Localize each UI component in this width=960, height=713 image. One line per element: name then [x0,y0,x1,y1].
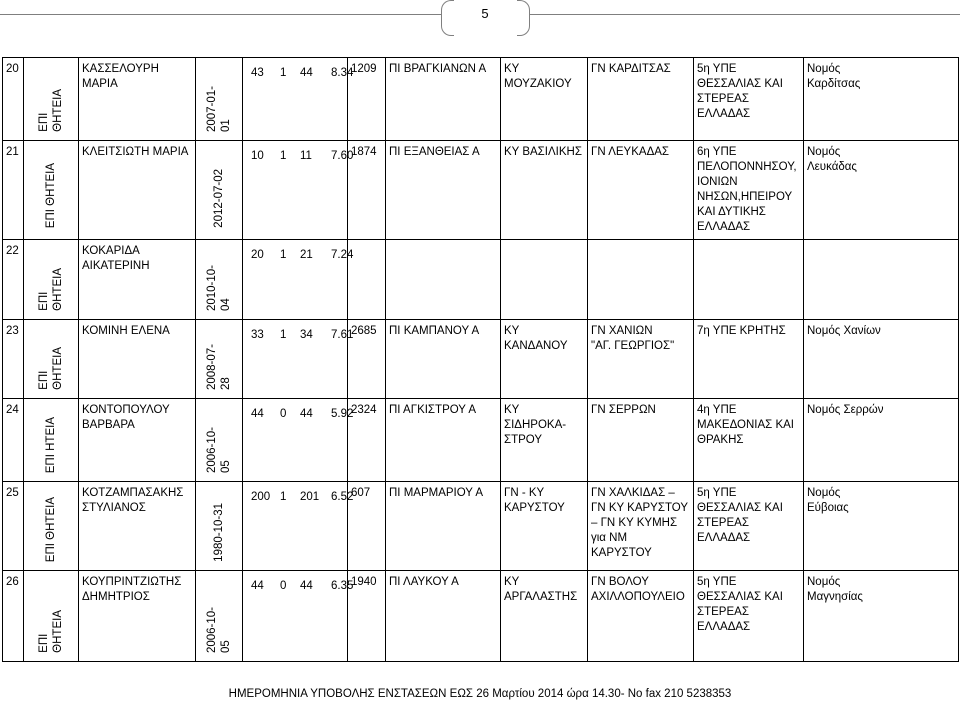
hospital: ΓΝ ΧΑΛΚΙΔΑΣ – ΓΝ ΚΥ ΚΑΡΥΣΤΟΥ – ΓΝ ΚΥ ΚΥΜΗΣ για ΝΜ ΚΑΡΥΣΤΟΥ [588,482,694,571]
score-grade: 8.34 [331,67,354,79]
table-row [3,320,959,399]
service-status: ΕΠΙ ΘΗΤΕΙΑ [38,610,64,653]
health-region: 5η ΥΠΕ ΘΕΣΣΑΛΙΑΣ ΚΑΙ ΣΤΕΡΕΑΣ ΕΛΛΑΔΑΣ [694,482,804,571]
score-years: 43 [251,67,264,79]
candidate-name: ΚΛΕΙΤΣΙΩΤΗ ΜΑΡΙΑ [79,141,196,240]
table-row [3,58,959,141]
school-name: ΠΙ ΚΑΜΠΑΝΟΥ Α [386,320,501,399]
service-status: ΕΠΙ ΘΗΤΕΙΑ [38,268,64,311]
candidate-name: ΚΟΝΤΟΠΟΥΛΟΥ ΒΑΡΒΑΡΑ [79,399,196,482]
table-row [3,399,959,482]
appointment-date-cell [196,482,243,571]
scores-cell [243,141,354,240]
score-grade: 7.60 [331,150,354,162]
appointment-date: 2007-01- 01 [206,85,232,132]
hospital: ΓΝ ΣΕΡΡΩΝ [588,399,694,482]
score-total: 44 [300,580,313,592]
row-number: 23 [3,320,24,399]
prefecture: Νομός Σερρών [804,399,959,482]
row-number: 22 [3,240,24,320]
hospital: ΓΝ ΛΕΥΚΑΔΑΣ [588,141,694,240]
score-grade: 6.35 [331,580,354,592]
health-center: ΚΥ ΜΟΥΖΑΚΙΟΥ [501,58,588,141]
school-name: ΠΙ ΑΓΚΙΣΤΡΟΥ Α [386,399,501,482]
score-total: 11 [300,150,312,162]
header-bracket-right [517,0,530,36]
candidates-table [2,57,959,662]
school-code: 2685 [348,320,386,399]
score-total: 44 [300,408,313,420]
header-rule-left [0,14,441,15]
scores-cell [243,320,354,399]
table-row [3,141,959,240]
service-status-cell [24,571,79,662]
health-region: 7η ΥΠΕ ΚΡΗΤΗΣ [694,320,804,399]
health-region: 5η ΥΠΕ ΘΕΣΣΑΛΙΑΣ ΚΑΙ ΣΤΕΡΕΑΣ ΕΛΛΑΔΑΣ [694,58,804,141]
service-status-cell [24,240,79,320]
appointment-date-cell [196,571,243,662]
prefecture: Νομός Λευκάδας [804,141,959,240]
school-code: 1940 [348,571,386,662]
health-center: ΚΥ ΚΑΝΔΑΝΟΥ [501,320,588,399]
hospital: ΓΝ ΧΑΝΙΩΝ "ΑΓ. ΓΕΩΡΓΙΟΣ" [588,320,694,399]
scores-cell [243,240,354,320]
score-extra: 0 [280,408,287,420]
score-extra: 0 [280,580,287,592]
row-number: 20 [3,58,24,141]
service-status: ΕΠΙ ΘΗΤΕΙΑ [38,89,64,132]
school-name [386,240,501,320]
header-rule-right [529,14,960,15]
service-status-cell [24,482,79,571]
appointment-date: 2006-10- 05 [206,426,232,473]
scores-cell [243,482,354,571]
score-years: 44 [251,408,264,420]
row-number: 24 [3,399,24,482]
hospital: ΓΝ ΚΑΡΔΙΤΣΑΣ [588,58,694,141]
score-grade: 7.24 [331,249,354,261]
score-total: 201 [300,491,320,503]
score-years: 200 [251,491,271,503]
score-years: 33 [251,329,264,341]
score-grade: 5.92 [331,408,354,420]
health-region: 4η ΥΠΕ ΜΑΚΕΔΟΝΙΑΣ ΚΑΙ ΘΡΑΚΗΣ [694,399,804,482]
prefecture: Νομός Καρδίτσας [804,58,959,141]
health-center: ΚΥ ΒΑΣΙΛΙΚΗΣ [501,141,588,240]
service-status: ΕΠΙ ΗΤΕΙΑ [45,416,57,473]
service-status: ΕΠΙ ΘΗΤΕΙΑ [38,347,64,390]
appointment-date: 2010-10- 04 [206,264,232,311]
score-grade: 7.61 [331,329,354,341]
score-extra: 1 [280,329,287,341]
school-code: 1209 [348,58,386,141]
service-status-cell [24,399,79,482]
school-code: 1874 [348,141,386,240]
prefecture: Νομός Μαγνησίας [804,571,959,662]
candidate-name: ΚΟΜΙΝΗ ΕΛΕΝΑ [79,320,196,399]
health-region: 6η ΥΠΕ ΠΕΛΟΠΟΝΝΗΣΟΥ, ΙΟΝΙΩΝ ΝΗΣΩΝ,ΗΠΕΙΡΟΥ ΚΑΙ ΔΥΤΙΚΗΣ ΕΛΛΑΔΑΣ [694,141,804,240]
health-region [694,240,804,320]
appointment-date: 1980-10-31 [213,503,225,562]
appointment-date-cell [196,399,243,482]
service-status-cell [24,320,79,399]
submission-deadline-note: ΗΜΕΡΟΜΗΝΙΑ ΥΠΟΒΟΛΗΣ ΕΝΣΤΑΣΕΩΝ ΕΩΣ 26 Μαρτίου 2014 ώρα 14.30- No fax 210 5238353 [228,688,732,700]
health-center [501,240,588,320]
health-region: 5η ΥΠΕ ΘΕΣΣΑΛΙΑΣ ΚΑΙ ΣΤΕΡΕΑΣ ΕΛΛΑΔΑΣ [694,571,804,662]
table-row [3,571,959,662]
school-name: ΠΙ ΕΞΑΝΘΕΙΑΣ Α [386,141,501,240]
scores-cell [243,571,354,662]
appointment-date-cell [196,240,243,320]
health-center: ΓΝ - ΚΥ ΚΑΡΥΣΤΟΥ [501,482,588,571]
score-total: 21 [300,249,313,261]
row-number: 26 [3,571,24,662]
score-extra: 1 [280,67,287,79]
score-total: 34 [300,329,313,341]
score-total: 44 [300,67,313,79]
scores-cell [243,58,354,141]
hospital [588,240,694,320]
scores-cell [243,399,354,482]
table-row [3,482,959,571]
school-name: ΠΙ ΜΑΡΜΑΡΙΟΥ Α [386,482,501,571]
appointment-date-cell [196,141,243,240]
service-status-cell [24,141,79,240]
appointment-date-cell [196,320,243,399]
appointment-date: 2012-07-02 [213,169,225,228]
candidate-name: ΚΟΥΠΡΙΝΤΖΙΩΤΗΣ ΔΗΜΗΤΡΙΟΣ [79,571,196,662]
candidate-name: ΚΟΚΑΡΙΔΑ ΑΙΚΑΤΕΡΙΝΗ [79,240,196,320]
score-years: 20 [251,249,264,261]
service-status: ΕΠΙ ΘΗΤΕΙΑ [45,162,57,228]
school-code: 607 [348,482,386,571]
school-name: ΠΙ ΒΡΑΓΚΙΑΝΩΝ Α [386,58,501,141]
hospital: ΓΝ ΒΟΛΟΥ ΑΧΙΛΛΟΠΟΥΛΕΙΟ [588,571,694,662]
prefecture [804,240,959,320]
school-code: 2324 [348,399,386,482]
row-number: 21 [3,141,24,240]
health-center: ΚΥ ΑΡΓΑΛΑΣΤΗΣ [501,571,588,662]
score-extra: 1 [280,249,287,261]
score-years: 44 [251,580,264,592]
school-name: ΠΙ ΛΑΥΚΟΥ Α [386,571,501,662]
page-number: 5 [481,6,489,21]
score-years: 10 [251,150,264,162]
table-row [3,240,959,320]
score-extra: 1 [280,150,287,162]
score-grade: 6.52 [331,491,354,503]
score-extra: 1 [280,491,287,503]
appointment-date: 2008-07- 28 [206,343,232,390]
health-center: ΚΥ ΣΙΔΗΡΟΚΑ- ΣΤΡΟΥ [501,399,588,482]
prefecture: Νομός Εύβοιας [804,482,959,571]
candidate-name: ΚΟΤΖΑΜΠΑΣΑΚΗΣ ΣΤΥΛΙΑΝΟΣ [79,482,196,571]
appointment-date-cell [196,58,243,141]
prefecture: Νομός Χανίων [804,320,959,399]
row-number: 25 [3,482,24,571]
service-status: ΕΠΙ ΘΗΤΕΙΑ [45,496,57,562]
candidate-name: ΚΑΣΣΕΛΟΥΡΗ ΜΑΡΙΑ [79,58,196,141]
appointment-date: 2006-10- 05 [206,606,232,653]
service-status-cell [24,58,79,141]
